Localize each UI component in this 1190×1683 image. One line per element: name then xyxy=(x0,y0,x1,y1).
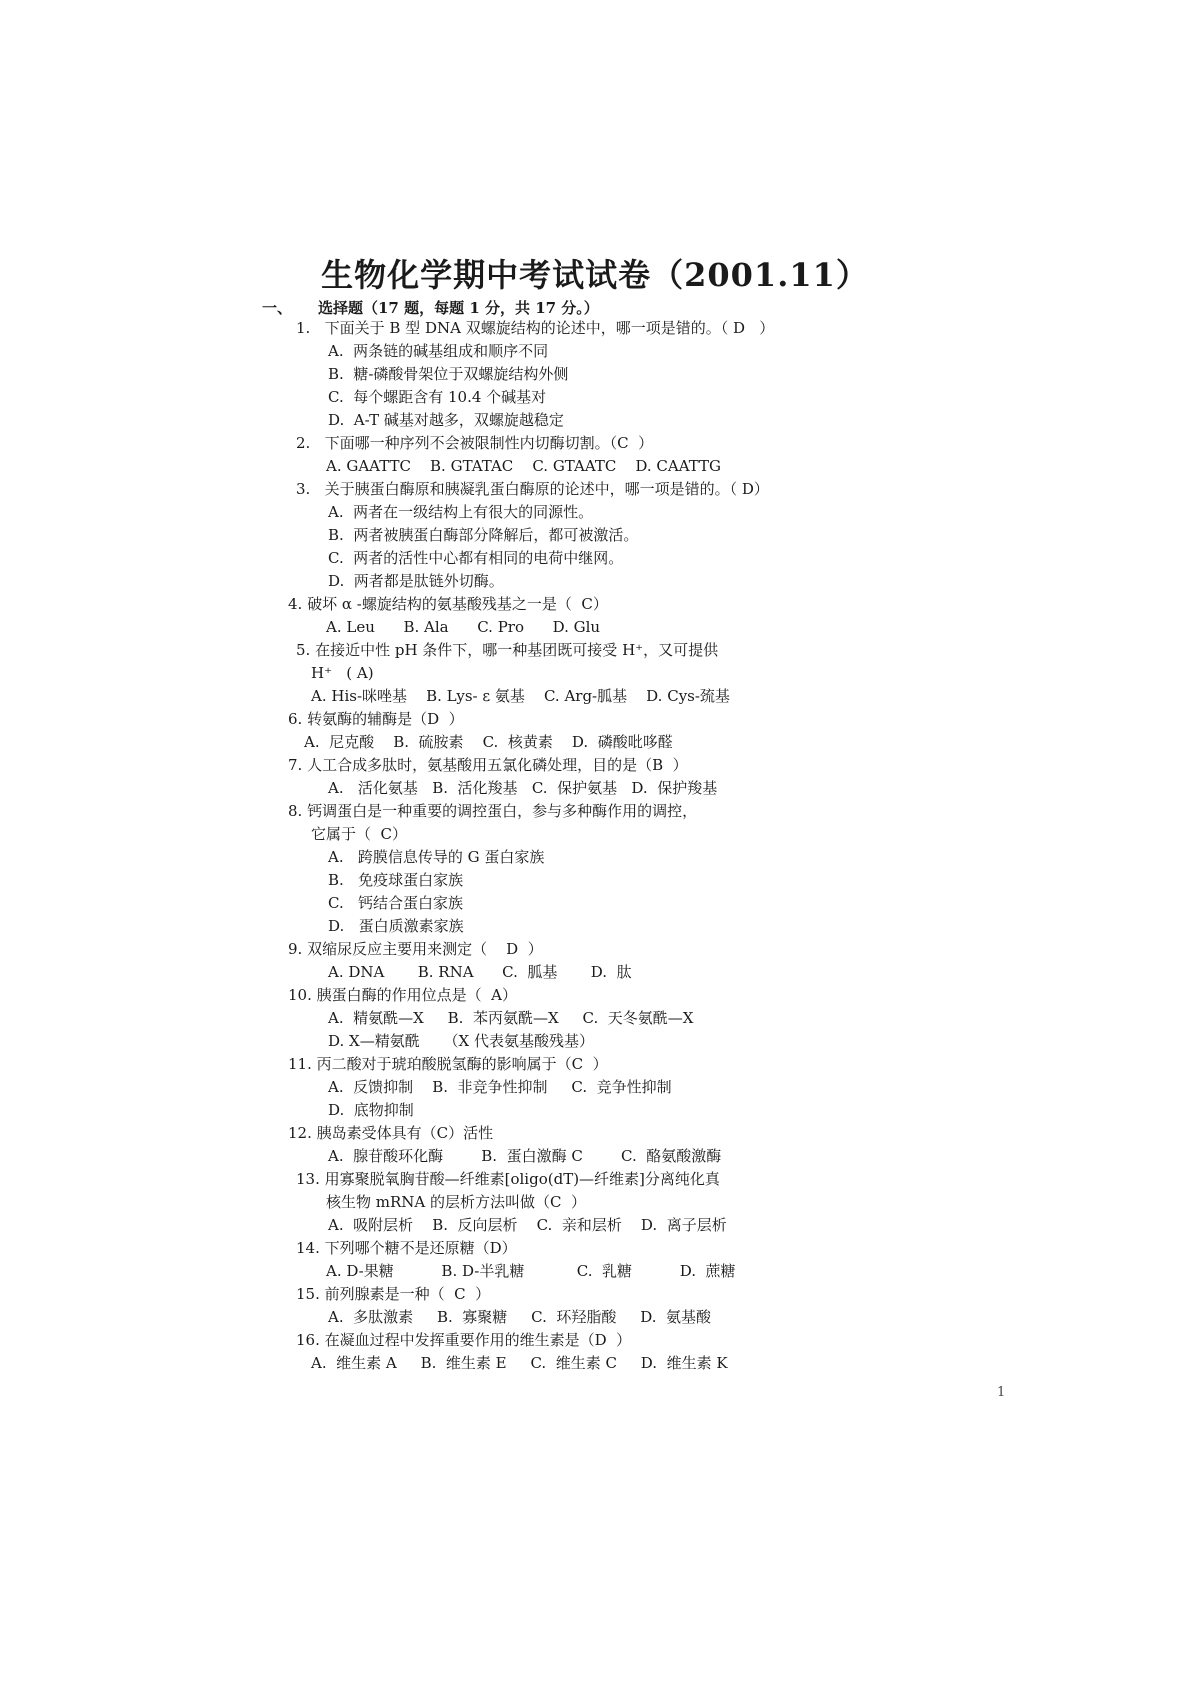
question-14-options: A. D-果糖 B. D-半乳糖 C. 乳糖 D. 蔗糖 xyxy=(326,1262,736,1280)
question-3: 3. 关于胰蛋白酶原和胰凝乳蛋白酶原的论述中，哪一项是错的。（ D） xyxy=(296,480,769,498)
question-16: 16. 在凝血过程中发挥重要作用的维生素是（D ） xyxy=(296,1331,632,1349)
section-heading xyxy=(262,297,599,318)
question-13-continuation: 核生物 mRNA 的层析方法叫做（C ） xyxy=(326,1193,587,1211)
question-5-options: A. His-咪唑基 B. Lys- ε 氨基 C. Arg-胍基 D. Cys-巯基 xyxy=(311,687,730,705)
question-8-option-c: C. 钙结合蛋白家族 xyxy=(328,894,464,912)
exam-title: 生物化学期中考试试卷（2001.11） xyxy=(321,256,869,294)
section-number: 一、 xyxy=(262,299,293,317)
question-1: 1. 下面关于 B 型 DNA 双螺旋结构的论述中，哪一项是错的。（ D ） xyxy=(296,319,775,337)
question-10-options-2: D. X—精氨酰 （X 代表氨基酸残基） xyxy=(328,1032,594,1050)
question-14: 14. 下列哪个糖不是还原糖（D） xyxy=(296,1239,517,1257)
question-13: 13. 用寡聚脱氧胸苷酸—纤维素[oligo(dT)—纤维素]分离纯化真 xyxy=(296,1170,720,1188)
question-1-option-b: B. 糖-磷酸骨架位于双螺旋结构外侧 xyxy=(328,365,569,383)
question-1-option-d: D. A-T 碱基对越多，双螺旋越稳定 xyxy=(328,411,564,429)
question-8-option-d: D. 蛋白质激素家族 xyxy=(328,917,464,935)
question-3-option-b: B. 两者被胰蛋白酶部分降解后，都可被激活。 xyxy=(328,526,639,544)
question-11: 11. 丙二酸对于琥珀酸脱氢酶的影响属于（C ） xyxy=(288,1055,608,1073)
question-2: 2. 下面哪一种序列不会被限制性内切酶切割。（C ） xyxy=(296,434,654,452)
question-6: 6. 转氨酶的辅酶是（D ） xyxy=(288,710,464,728)
question-4-options: A. Leu B. Ala C. Pro D. Glu xyxy=(326,618,601,636)
question-8-option-a: A. 跨膜信息传导的 G 蛋白家族 xyxy=(328,848,545,866)
question-3-option-d: D. 两者都是肽链外切酶。 xyxy=(328,572,504,590)
question-13-options: A. 吸附层析 B. 反向层析 C. 亲和层析 D. 离子层析 xyxy=(328,1216,727,1234)
question-8-option-b: B. 免疫球蛋白家族 xyxy=(328,871,464,889)
question-1-option-c: C. 每个螺距含有 10.4 个碱基对 xyxy=(328,388,547,406)
question-5-continuation: H⁺ ( A) xyxy=(311,664,374,682)
question-10: 10. 胰蛋白酶的作用位点是（ A） xyxy=(288,986,517,1004)
question-11-options-2: D. 底物抑制 xyxy=(328,1101,414,1119)
question-7: 7. 人工合成多肽时，氨基酸用五氯化磷处理，目的是（B ） xyxy=(288,756,688,774)
question-12: 12. 胰岛素受体具有（C）活性 xyxy=(288,1124,494,1142)
question-11-options-1: A. 反馈抑制 B. 非竞争性抑制 C. 竞争性抑制 xyxy=(328,1078,672,1096)
question-15: 15. 前列腺素是一种（ C ） xyxy=(296,1285,491,1303)
question-6-options: A. 尼克酸 B. 硫胺素 C. 核黄素 D. 磷酸吡哆醛 xyxy=(304,733,673,751)
question-3-option-a: A. 两者在一级结构上有很大的同源性。 xyxy=(328,503,594,521)
question-8: 8. 钙调蛋白是一种重要的调控蛋白，参与多种酶作用的调控， xyxy=(288,802,698,820)
section-heading-text: 选择题（17 题，每题 1 分，共 17 分。） xyxy=(318,299,599,317)
question-10-options-1: A. 精氨酰—X B. 苯丙氨酰—X C. 天冬氨酰—X xyxy=(328,1009,694,1027)
question-8-continuation: 它属于（ C） xyxy=(311,825,408,843)
page-number: 1 xyxy=(997,1385,1006,1400)
question-12-options: A. 腺苷酸环化酶 B. 蛋白激酶 C C. 酪氨酸激酶 xyxy=(328,1147,722,1165)
question-3-option-c: C. 两者的活性中心都有相同的电荷中继网。 xyxy=(328,549,624,567)
question-7-options: A. 活化氨基 B. 活化羧基 C. 保护氨基 D. 保护羧基 xyxy=(328,779,718,797)
question-9: 9. 双缩尿反应主要用来测定（ D ） xyxy=(288,940,543,958)
question-9-options: A. DNA B. RNA C. 胍基 D. 肽 xyxy=(328,963,632,981)
question-5: 5. 在接近中性 pH 条件下，哪一种基团既可接受 H⁺，又可提供 xyxy=(296,641,719,659)
question-4: 4. 破坏 α -螺旋结构的氨基酸残基之一是（ C） xyxy=(288,595,608,613)
question-1-option-a: A. 两条链的碱基组成和顺序不同 xyxy=(328,342,549,360)
question-16-options: A. 维生素 A B. 维生素 E C. 维生素 C D. 维生素 K xyxy=(311,1354,728,1372)
question-15-options: A. 多肽激素 B. 寡聚糖 C. 环羟脂酸 D. 氨基酸 xyxy=(328,1308,712,1326)
question-2-options: A. GAATTC B. GTATAC C. GTAATC D. CAATTG xyxy=(326,457,722,475)
